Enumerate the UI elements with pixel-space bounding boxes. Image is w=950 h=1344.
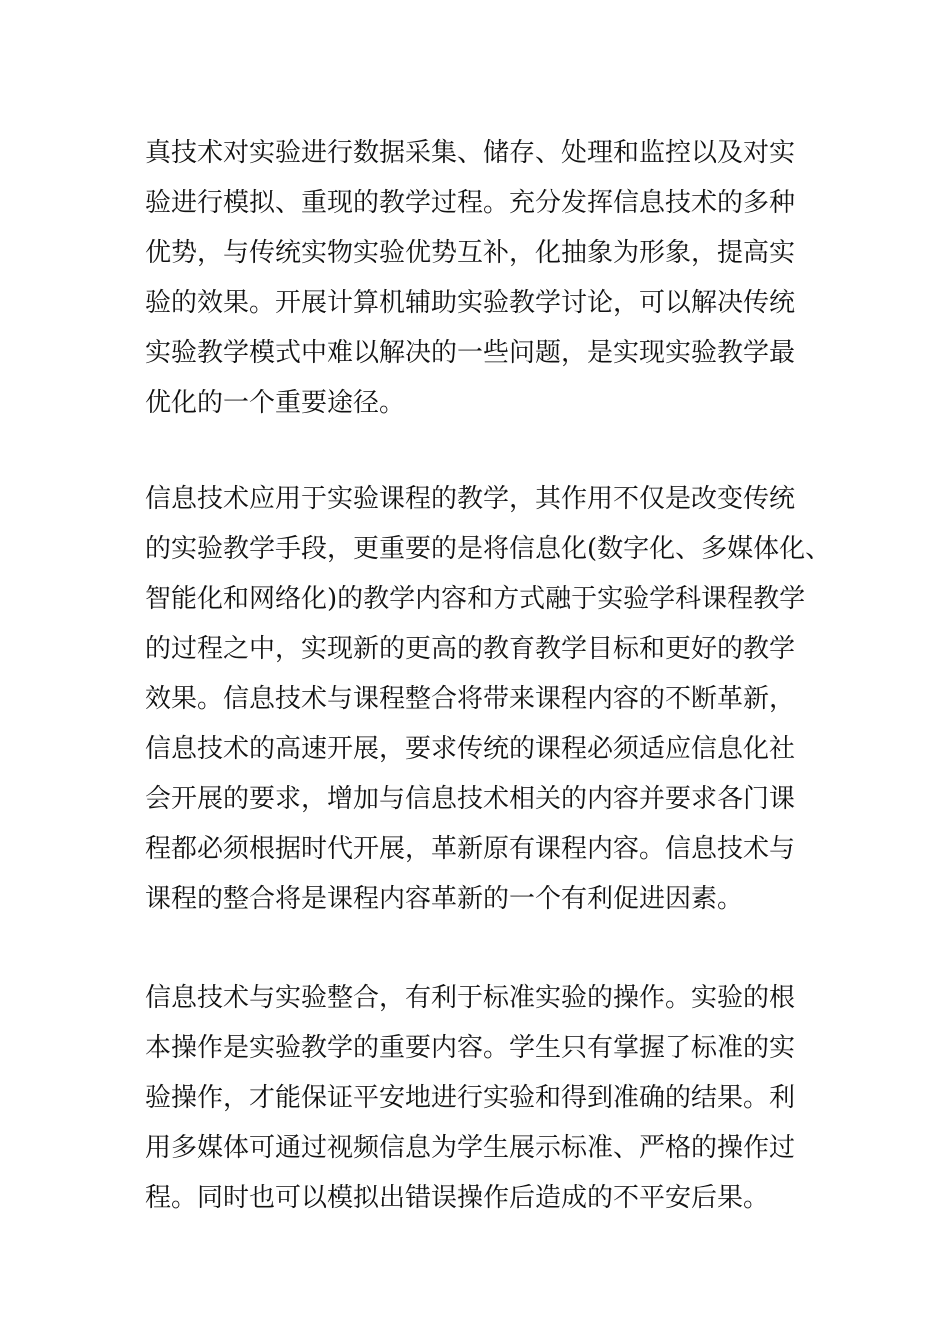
text-line: 优化的一个重要途径。 (145, 388, 406, 418)
paragraph (145, 474, 945, 924)
text-line: 信息技术应用于实验课程的教学，其作用不仅是改变传统 (145, 484, 796, 514)
text-line: 效果。信息技术与课程整合将带来课程内容的不断革新， (145, 684, 796, 714)
text-line: 课程的整合将是课程内容革新的一个有利促进因素。 (145, 884, 744, 914)
text-line: 信息技术的高速开展，要求传统的课程必须适应信息化社 (145, 734, 796, 764)
text-line: 智能化和网络化)的教学内容和方式融于实验学科课程教学 (145, 584, 806, 614)
text-line: 验操作，才能保证平安地进行实验和得到准确的结果。利 (145, 1083, 796, 1113)
paragraph (145, 128, 945, 428)
text-line: 会开展的要求，增加与信息技术相关的内容并要求各门课 (145, 784, 796, 814)
paragraph (145, 973, 945, 1223)
text-line: 真技术对实验进行数据采集、储存、处理和监控以及对实 (145, 138, 796, 168)
text-line: 验进行模拟、重现的教学过程。充分发挥信息技术的多种 (145, 188, 796, 218)
text-line: 本操作是实验教学的重要内容。学生只有掌握了标准的实 (145, 1033, 796, 1063)
text-line: 信息技术与实验整合，有利于标准实验的操作。实验的根 (145, 983, 796, 1013)
text-line: 的实验教学手段，更重要的是将信息化(数字化、多媒体化、 (145, 534, 832, 564)
text-line: 程。同时也可以模拟出错误操作后造成的不平安后果。 (145, 1183, 770, 1213)
text-line: 实验教学模式中难以解决的一些问题，是实现实验教学最 (145, 338, 796, 368)
text-line: 程都必须根据时代开展，革新原有课程内容。信息技术与 (145, 834, 796, 864)
text-line: 的过程之中，实现新的更高的教育教学目标和更好的教学 (145, 634, 796, 664)
text-line: 验的效果。开展计算机辅助实验教学讨论，可以解决传统 (145, 288, 796, 318)
text-line: 优势，与传统实物实验优势互补，化抽象为形象，提高实 (145, 238, 796, 268)
text-line: 用多媒体可通过视频信息为学生展示标准、严格的操作过 (145, 1133, 796, 1163)
